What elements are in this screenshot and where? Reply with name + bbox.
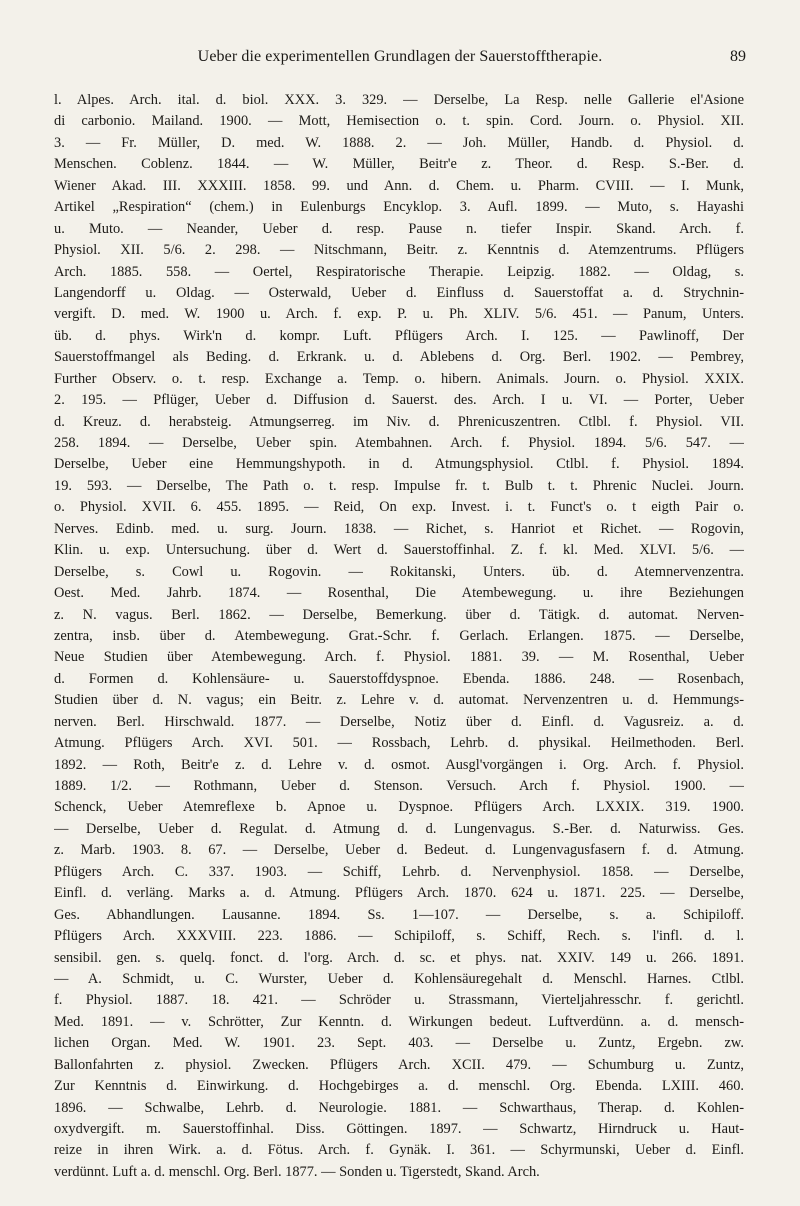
running-head [54, 48, 746, 72]
text-line: 258. 1894. — Derselbe, Ueber spin. Atembahnen. Arch. f. Physiol. 1894. 5/6. 547. — [54, 435, 744, 451]
text-line: Artikel „Respiration“ (chem.) in Eulenburgs Encyklop. 3. Aufl. 1899. — Muto, s. Hayashi [54, 199, 744, 216]
text-line: 3. — Fr. Müller, D. med. W. 1888. 2. — Joh. Müller, Handb. d. Physiol. d. [54, 134, 744, 151]
text-line: Pflügers Arch. XXXVIII. 223. 1886. — Schipiloff, s. Schiff, Rech. s. l'infl. d. l. [54, 928, 744, 945]
text-line: 2. 195. — Pflüger, Ueber d. Diffusion d. Sauerst. des. Arch. I u. VI. — Porter, Ueber [54, 392, 744, 409]
text-line: Zur Kenntnis d. Einwirkung. d. Hochgebirges a. d. menschl. Org. Ebenda. LXIII. 460. [54, 1078, 744, 1095]
text-line: Ges. Abhandlungen. Lausanne. 1894. Ss. 1—107. — Derselbe, s. a. Schipiloff. [54, 906, 744, 923]
text-line: Physiol. XII. 5/6. 2. 298. — Nitschmann, Beitr. z. Kenntnis d. Atemzentrums. Pflügers [54, 242, 744, 259]
text-line: nerven. Berl. Hirschwald. 1877. — Derselbe, Notiz über d. Einfl. d. Vagusreiz. a. d. [54, 713, 744, 730]
text-line: Pflügers Arch. C. 337. 1903. — Schiff, Lehrb. d. Nervenphysiol. 1858. — Derselbe, [54, 863, 744, 880]
text-line: vergift. D. med. W. 1900 u. Arch. f. exp. P. u. Ph. XLIV. 5/6. 451. — Panum, Unters. [54, 306, 744, 323]
text-line: Atmung. Pflügers Arch. XVI. 501. — Rossbach, Lehrb. d. physikal. Heilmethoden. Berl. [54, 735, 744, 752]
text-line: z. Marb. 1903. 8. 67. — Derselbe, Ueber d. Bedeut. d. Lungenvagusfasern f. d. Atmung. [54, 842, 744, 859]
text-line: Arch. 1885. 558. — Oertel, Respiratorische Therapie. Leipzig. 1882. — Oldag, s. [54, 263, 744, 280]
text-line: Derselbe, Ueber eine Hemmungshypoth. in d. Atmungsphysiol. Ctlbl. f. Physiol. 1894. [54, 456, 744, 473]
text-line: Nerves. Edinb. med. u. surg. Journ. 1838. — Richet, s. Hanriot et Richet. — Rogovin, [54, 520, 744, 537]
text-line: zentra, insb. über d. Atembewegung. Grat.-Schr. f. Gerlach. Erlangen. 1875. — Derselbe, [54, 627, 744, 644]
text-line: Klin. u. exp. Untersuchung. über d. Wert d. Sauerstoffinhal. Z. f. kl. Med. XLVI. 5/6. — [54, 542, 744, 559]
text-line: Neue Studien über Atembewegung. Arch. f. Physiol. 1881. 39. — M. Rosenthal, Ueber [54, 649, 744, 666]
bibliography-block [54, 90, 744, 1183]
running-head-title: Ueber die experimentellen Grundlagen der Sauerstofftherapie. [197, 48, 603, 65]
page-number: 89 [730, 48, 746, 65]
text-line: d. Formen d. Kohlensäure- u. Sauerstoffdyspnoe. Ebenda. 1886. 248. — Rosenbach, [54, 670, 744, 687]
text-line: 19. 593. — Derselbe, The Path o. t. resp. Impulse fr. t. Bulb t. t. Phrenic Nuclei. Journ. [54, 477, 744, 494]
text-line: verdünnt. Luft a. d. menschl. Org. Berl. 1877. — Sonden u. Tigerstedt, Skand. Arch. [54, 1163, 540, 1180]
text-line: z. N. vagus. Berl. 1862. — Derselbe, Bemerkung. über d. Tätigk. d. automat. Nerven- [54, 606, 744, 623]
text-line: 1896. — Schwalbe, Lehrb. d. Neurologie. 1881. — Schwarthaus, Therap. d. Kohlen- [54, 1099, 744, 1116]
text-line: Schenck, Ueber Atemreflexe b. Apnoe u. Dyspnoe. Pflügers Arch. LXXIX. 319. 1900. [54, 799, 744, 816]
text-line: Langendorff u. Oldag. — Osterwald, Ueber d. Einfluss d. Sauerstoffat a. d. Strychnin- [54, 284, 744, 301]
text-line: Med. 1891. — v. Schrötter, Zur Kenntn. d. Wirkungen bedeut. Luftverdünn. a. d. mensch- [54, 1013, 744, 1030]
text-line: l. Alpes. Arch. ital. d. biol. XXX. 3. 329. — Derselbe, La Resp. nelle Gallerie el'Asione [54, 92, 744, 108]
text-line: Oest. Med. Jahrb. 1874. — Rosenthal, Die Atembewegung. u. ihre Beziehungen [54, 585, 744, 602]
text-line: Sauerstoffmangel als Beding. d. Erkrank. u. d. Ablebens d. Org. Berl. 1902. — Pembrey, [54, 349, 744, 366]
text-line: — Derselbe, Ueber d. Regulat. d. Atmung d. d. Lungenvagus. S.-Ber. d. Naturwiss. Ges. [54, 820, 744, 837]
text-line: oxydvergift. m. Sauerstoffinhal. Diss. Göttingen. 1897. — Schwartz, Hirndruck u. Haut- [54, 1121, 744, 1137]
text-line: Einfl. d. verläng. Marks a. d. Atmung. Pflügers Arch. 1870. 624 u. 1871. 225. — Derselbe, [54, 885, 744, 902]
text-line: Derselbe, s. Cowl u. Rogovin. — Rokitanski, Unters. üb. d. Atemnervenzentra. [54, 563, 744, 580]
text-line: Menschen. Coblenz. 1844. — W. Müller, Beitr'e z. Theor. d. Resp. S.-Ber. d. [54, 156, 744, 173]
text-line: 1892. — Roth, Beitr'e z. d. Lehre v. d. osmot. Ausgl'vorgängen i. Org. Arch. f. Physiol. [54, 756, 744, 773]
text-line: d. Kreuz. d. herabsteig. Atmungserreg. im Niv. d. Phrenicuszentren. Ctlbl. f. Physiol. VII. [54, 413, 744, 430]
text-line: Ballonfahrten z. physiol. Zwecken. Pflügers Arch. XCII. 479. — Schumburg u. Zuntz, [54, 1056, 744, 1073]
text-line: sensibil. gen. s. quelq. fonct. d. l'org. Arch. d. sc. et phys. nat. XXIV. 149 u. 266. 1891. [54, 949, 744, 966]
text-line: di carbonio. Mailand. 1900. — Mott, Hemisection o. t. spin. Cord. Journ. o. Physiol. XII. [54, 113, 744, 130]
text-line: reize in ihren Wirk. a. d. Fötus. Arch. f. Gynäk. I. 361. — Schyrmunski, Ueber d. Einfl. [54, 1142, 744, 1159]
text-line: — A. Schmidt, u. C. Wurster, Ueber d. Kohlensäuregehalt d. Menschl. Harnes. Ctlbl. [54, 970, 744, 987]
text-line: Wiener Akad. III. XXXIII. 1858. 99. und Ann. d. Chem. u. Pharm. CVIII. — I. Munk, [54, 177, 744, 194]
text-line: üb. d. phys. Wirk'n d. kompr. Luft. Pflügers Arch. I. 125. — Pawlinoff, Der [54, 327, 744, 344]
text-line: Further Observ. o. t. resp. Exchange a. Temp. o. hibern. Animals. Journ. o. Physiol. XXIX. [54, 370, 744, 387]
text-line: u. Muto. — Neander, Ueber d. resp. Pause n. tiefer Inspir. Skand. Arch. f. [54, 220, 744, 237]
text-line: f. Physiol. 1887. 18. 421. — Schröder u. Strassmann, Vierteljahresschr. f. gerichtl. [54, 992, 744, 1009]
text-line: 1889. 1/2. — Rothmann, Ueber d. Stenson. Versuch. Arch f. Physiol. 1900. — [54, 778, 744, 794]
text-line: Studien über d. N. vagus; ein Beitr. z. Lehre v. d. automat. Nervenzentren u. d. Hemmungs- [54, 692, 744, 709]
text-line: o. Physiol. XVII. 6. 455. 1895. — Reid, On exp. Invest. i. t. Funct's o. t eigth Pair o. [54, 499, 744, 516]
text-line: lichen Organ. Med. W. 1901. 23. Sept. 403. — Derselbe u. Zuntz, Ergebn. zw. [54, 1035, 744, 1052]
